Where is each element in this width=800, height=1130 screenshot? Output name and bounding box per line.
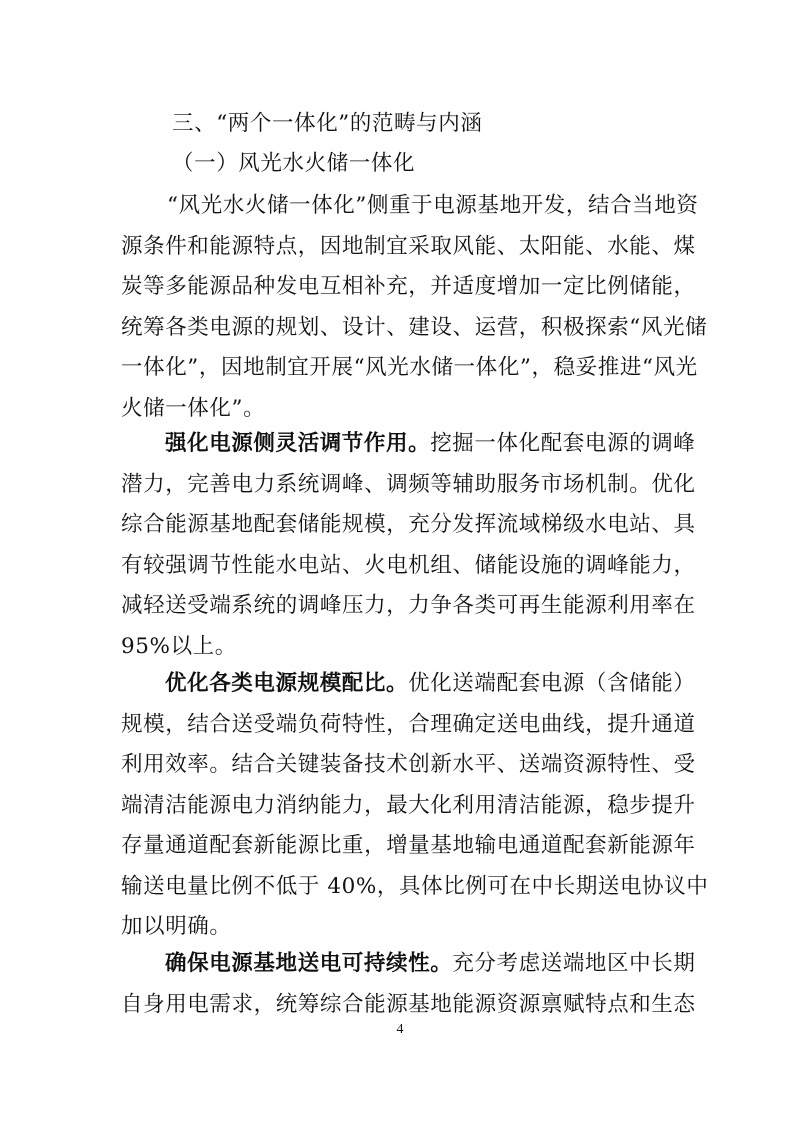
paragraph-bold-lead: 强化电源侧灵活调节作用。: [165, 431, 431, 456]
paragraph-3: [121, 664, 709, 948]
paragraph-line: 存量通道配套新能源比重，增量基地输电通道配套新能源年: [121, 833, 696, 858]
paragraph-line: 充分考虑送端地区中长期: [452, 951, 696, 976]
paragraph-line: 挖掘一体化配套电源的调峰: [430, 431, 696, 456]
paragraph-line: 减轻送受端系统的调峰压力，力争各类可再生能源利用率在: [121, 593, 696, 618]
paragraph-line: 源条件和能源特点，因地制宜采取风能、太阳能、水能、煤: [121, 233, 696, 259]
paragraph-bold-lead: 确保电源基地送电可持续性。: [165, 951, 453, 976]
paragraph-line: 统筹各类电源的规划、设计、建设、运营，积极探索“风光储: [121, 314, 708, 340]
page-number: 4: [396, 1022, 404, 1037]
paragraph-line: 加以明确。: [121, 914, 232, 939]
paragraph-line: 综合能源基地配套储能规模，充分发挥流域梯级水电站、具: [121, 512, 696, 537]
paragraph-1: [121, 186, 708, 429]
paragraph-bold-lead: 优化各类电源规模配比。: [165, 671, 409, 696]
paragraph-4: [121, 944, 696, 1025]
section-heading: 三、“两个一体化”的范畴与内涵: [172, 111, 483, 136]
paragraph-line: 输送电量比例不低于 40%，具体比例可在中长期送电协议中: [121, 873, 709, 899]
paragraph-line: 规模，结合送受端负荷特性，合理确定送电曲线，提升通道: [121, 711, 696, 737]
paragraph-line: 端清洁能源电力消纳能力，最大化利用清洁能源，稳步提升: [121, 792, 696, 818]
paragraph-line: 优化送端配套电源（含储能）: [408, 671, 696, 696]
paragraph-line: 炭等多能源品种发电互相补充，并适度增加一定比例储能，: [121, 274, 696, 299]
paragraph-line: 火储一体化”。: [121, 395, 266, 421]
paragraph-line: “风光水火储一体化”侧重于电源基地开发，结合当地资: [167, 193, 699, 218]
paragraph-first-line: [165, 424, 696, 465]
paragraph-first-line: [165, 664, 696, 705]
paragraph-first-line: [165, 944, 696, 985]
subsection-heading: （一）风光水火储一体化: [172, 151, 416, 176]
paragraph-line: 自身用电需求，统筹综合能源基地能源资源禀赋特点和生态: [121, 991, 696, 1017]
paragraph-line: 95%以上。: [121, 633, 237, 659]
paragraph-line: 潜力，完善电力系统调峰、调频等辅助服务市场机制。优化: [121, 471, 696, 497]
paragraph-line: 有较强调节性能水电站、火电机组、储能设施的调峰能力，: [121, 552, 696, 578]
paragraph-line: 一体化”，因地制宜开展“风光水储一体化”，稳妥推进“风光: [121, 355, 698, 380]
paragraph-line: 利用效率。结合关键装备技术创新水平、送端资源特性、受: [121, 752, 696, 777]
paragraph-2: [121, 424, 696, 667]
